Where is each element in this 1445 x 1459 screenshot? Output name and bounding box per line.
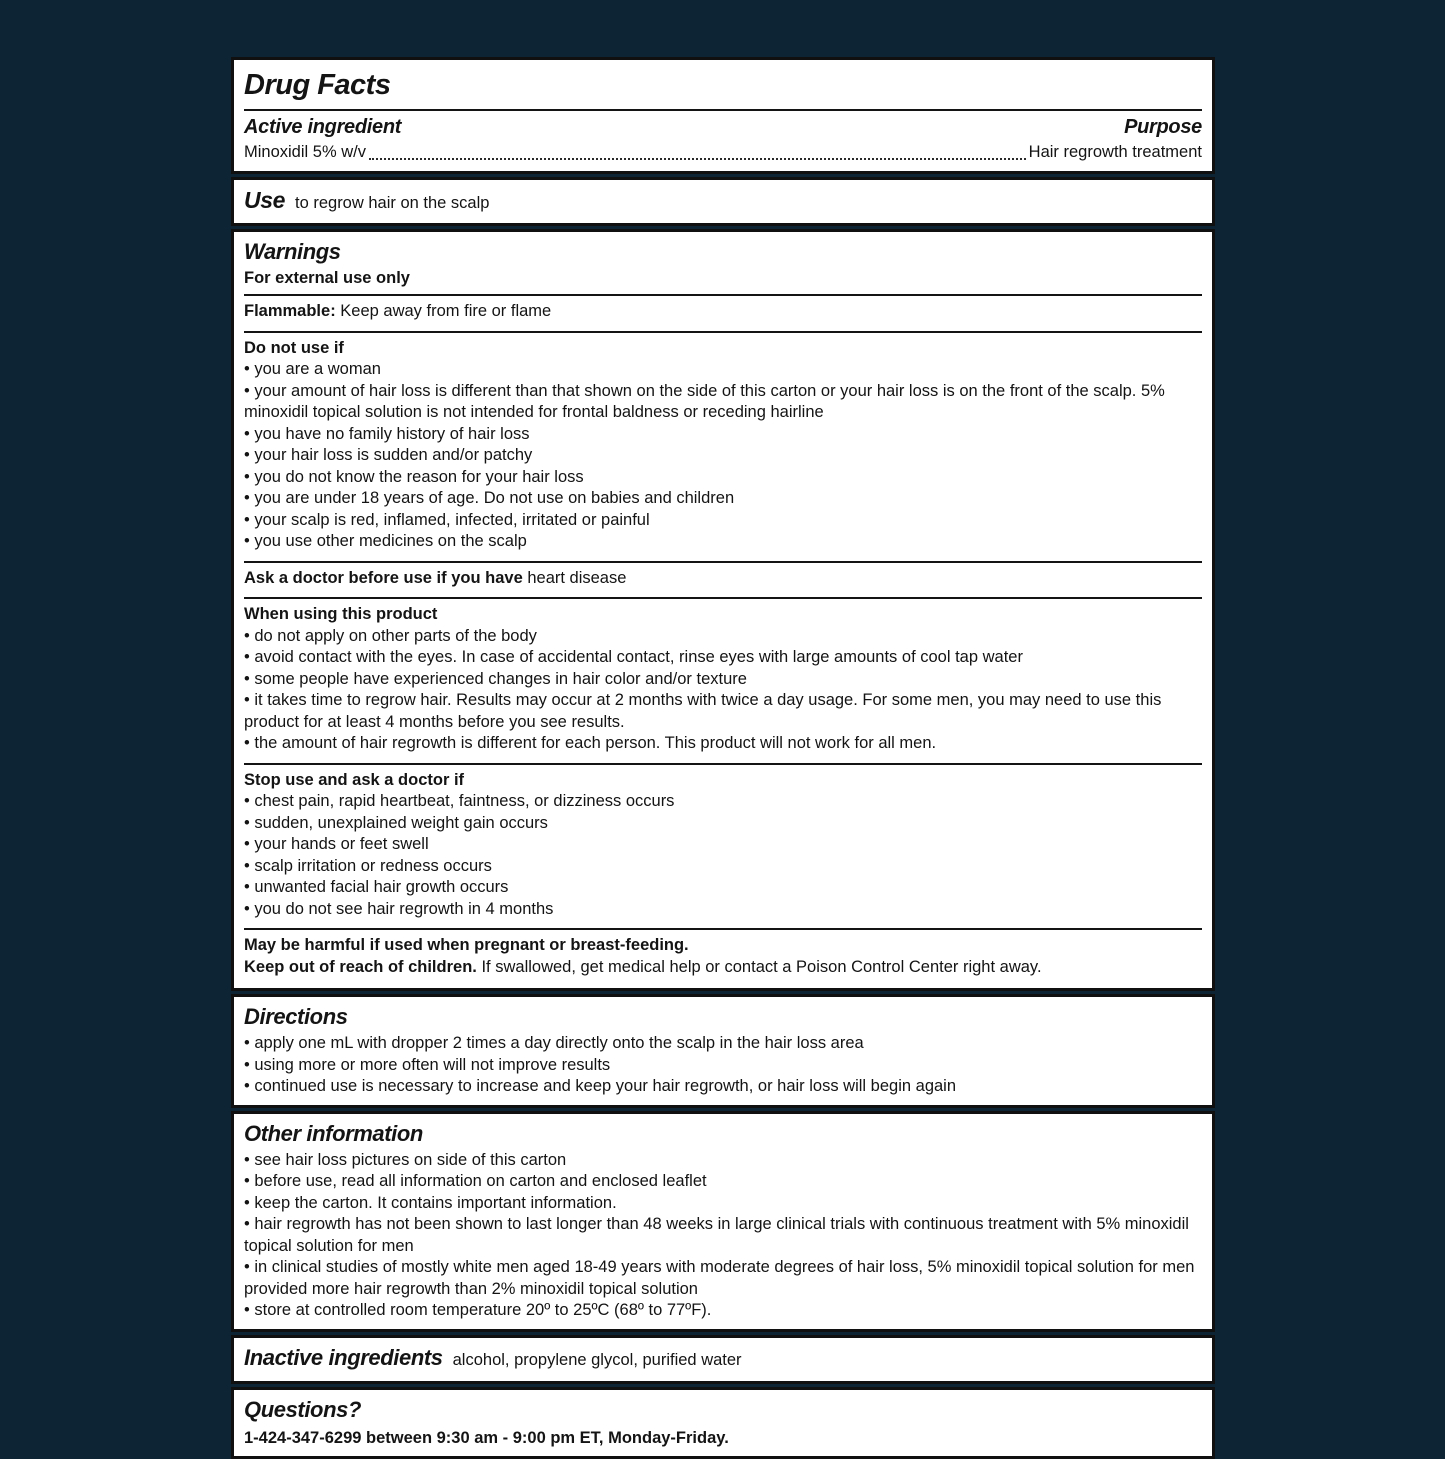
list-item: • your hair loss is sudden and/or patchy: [244, 445, 1202, 467]
title-section: [231, 57, 1215, 174]
active-ingredient-name: Minoxidil 5% w/v: [244, 142, 366, 164]
list-item: • keep the carton. It contains important information.: [244, 1193, 1202, 1215]
ask-doctor-row: [244, 567, 1202, 593]
flammable-text: Keep away from fire or flame: [340, 302, 551, 320]
children-warning-label: Keep out of reach of children.: [244, 958, 477, 976]
use-row: [244, 185, 1202, 216]
drug-facts-panel: [231, 57, 1215, 1459]
children-warning-text: If swallowed, get medical help or contact a Poison Control Center right away.: [481, 958, 1041, 976]
inactive-ingredients-row: [244, 1343, 1202, 1374]
list-item: • do not apply on other parts of the body: [244, 626, 1202, 648]
list-item: • you are under 18 years of age. Do not use on babies and children: [244, 488, 1202, 510]
ask-doctor-text: heart disease: [527, 569, 626, 587]
do-not-use-heading: Do not use if: [244, 338, 1202, 360]
warnings-section: [231, 229, 1215, 992]
list-item: • in clinical studies of mostly white men aged 18-49 years with moderate degrees of hair loss, 5% minoxidil topical solution for men provided more hair regrowth than 2% minoxidil topical solution: [244, 1257, 1202, 1300]
list-item: • it takes time to regrow hair. Results may occur at 2 months with twice a day usage. For some men, you may need to use this product for at least 4 months before you see results.: [244, 690, 1202, 733]
when-using-list: [244, 626, 1202, 755]
directions-section: [231, 994, 1215, 1108]
list-item: • unwanted facial hair growth occurs: [244, 877, 1202, 899]
divider: [244, 597, 1202, 599]
list-item: • your hands or feet swell: [244, 834, 1202, 856]
list-item: • the amount of hair regrowth is different for each person. This product will not work for all men.: [244, 733, 1202, 755]
dotted-leader: [369, 158, 1026, 160]
active-ingredient-row: [244, 142, 1202, 164]
active-ingredient-heading: Active ingredient: [244, 113, 401, 141]
other-information-section: [231, 1111, 1215, 1332]
active-ingredient-header: [244, 113, 1202, 141]
flammable-label: Flammable:: [244, 302, 336, 320]
divider: [244, 109, 1202, 111]
list-item: • chest pain, rapid heartbeat, faintness, or dizziness occurs: [244, 791, 1202, 813]
list-item: • continued use is necessary to increase and keep your hair regrowth, or hair loss will begin again: [244, 1076, 1202, 1098]
list-item: • your scalp is red, inflamed, infected, irritated or painful: [244, 510, 1202, 532]
warnings-heading: Warnings: [244, 237, 1202, 268]
inactive-ingredients-heading: Inactive ingredients: [244, 1343, 443, 1374]
phone-hours-text: 1-424-347-6299 between 9:30 am - 9:00 pm ET, Monday-Friday.: [244, 1428, 1202, 1450]
list-item: • see hair loss pictures on side of this carton: [244, 1150, 1202, 1172]
other-information-list: [244, 1150, 1202, 1322]
stop-use-list: [244, 791, 1202, 920]
questions-section: [231, 1387, 1215, 1459]
inactive-ingredients-text: alcohol, propylene glycol, purified water: [453, 1350, 742, 1372]
do-not-use-subsection: [244, 337, 1202, 556]
flammable-row: [244, 300, 1202, 326]
when-using-subsection: [244, 603, 1202, 758]
stop-use-heading: Stop use and ask a doctor if: [244, 770, 1202, 792]
purpose-heading: Purpose: [1124, 113, 1202, 141]
divider: [244, 331, 1202, 333]
pregnancy-children-block: [244, 934, 1202, 981]
list-item: • some people have experienced changes in hair color and/or texture: [244, 669, 1202, 691]
list-item: • your amount of hair loss is different than that shown on the side of this carton or your hair loss is on the front of the scalp. 5% minoxidil topical solution is not intended for frontal baldness or receding hairline: [244, 381, 1202, 424]
list-item: • store at controlled room temperature 20º to 25ºC (68º to 77ºF).: [244, 1300, 1202, 1322]
directions-heading: Directions: [244, 1002, 1202, 1033]
stop-use-subsection: [244, 769, 1202, 924]
divider: [244, 294, 1202, 296]
list-item: • scalp irritation or redness occurs: [244, 856, 1202, 878]
other-information-heading: Other information: [244, 1119, 1202, 1150]
pregnancy-warning: May be harmful if used when pregnant or breast-feeding.: [244, 935, 1202, 957]
list-item: • using more or more often will not improve results: [244, 1055, 1202, 1077]
external-use-text: For external use only: [244, 268, 1202, 290]
children-warning: [244, 957, 1202, 979]
list-item: • you do not know the reason for your hair loss: [244, 467, 1202, 489]
inactive-ingredients-section: [231, 1335, 1215, 1384]
divider: [244, 763, 1202, 765]
directions-list: [244, 1033, 1202, 1098]
list-item: • you do not see hair regrowth in 4 months: [244, 899, 1202, 921]
divider: [244, 928, 1202, 930]
when-using-heading: When using this product: [244, 604, 1202, 626]
use-section: [231, 177, 1215, 226]
drug-facts-title: Drug Facts: [244, 65, 1202, 103]
use-heading: Use: [244, 185, 285, 216]
list-item: • you are a woman: [244, 359, 1202, 381]
ask-doctor-label: Ask a doctor before use if you have: [244, 569, 523, 587]
list-item: • avoid contact with the eyes. In case of accidental contact, rinse eyes with large amounts of cool tap water: [244, 647, 1202, 669]
list-item: • apply one mL with dropper 2 times a day directly onto the scalp in the hair loss area: [244, 1033, 1202, 1055]
list-item: • you use other medicines on the scalp: [244, 531, 1202, 553]
list-item: • hair regrowth has not been shown to last longer than 48 weeks in large clinical trials with continuous treatment with 5% minoxidil topical solution for men: [244, 1214, 1202, 1257]
list-item: • before use, read all information on carton and enclosed leaflet: [244, 1171, 1202, 1193]
questions-heading: Questions?: [244, 1395, 1202, 1426]
list-item: • sudden, unexplained weight gain occurs: [244, 813, 1202, 835]
divider: [244, 561, 1202, 563]
list-item: • you have no family history of hair loss: [244, 424, 1202, 446]
active-ingredient-purpose: Hair regrowth treatment: [1029, 142, 1202, 164]
use-text: to regrow hair on the scalp: [295, 193, 489, 215]
do-not-use-list: [244, 359, 1202, 553]
